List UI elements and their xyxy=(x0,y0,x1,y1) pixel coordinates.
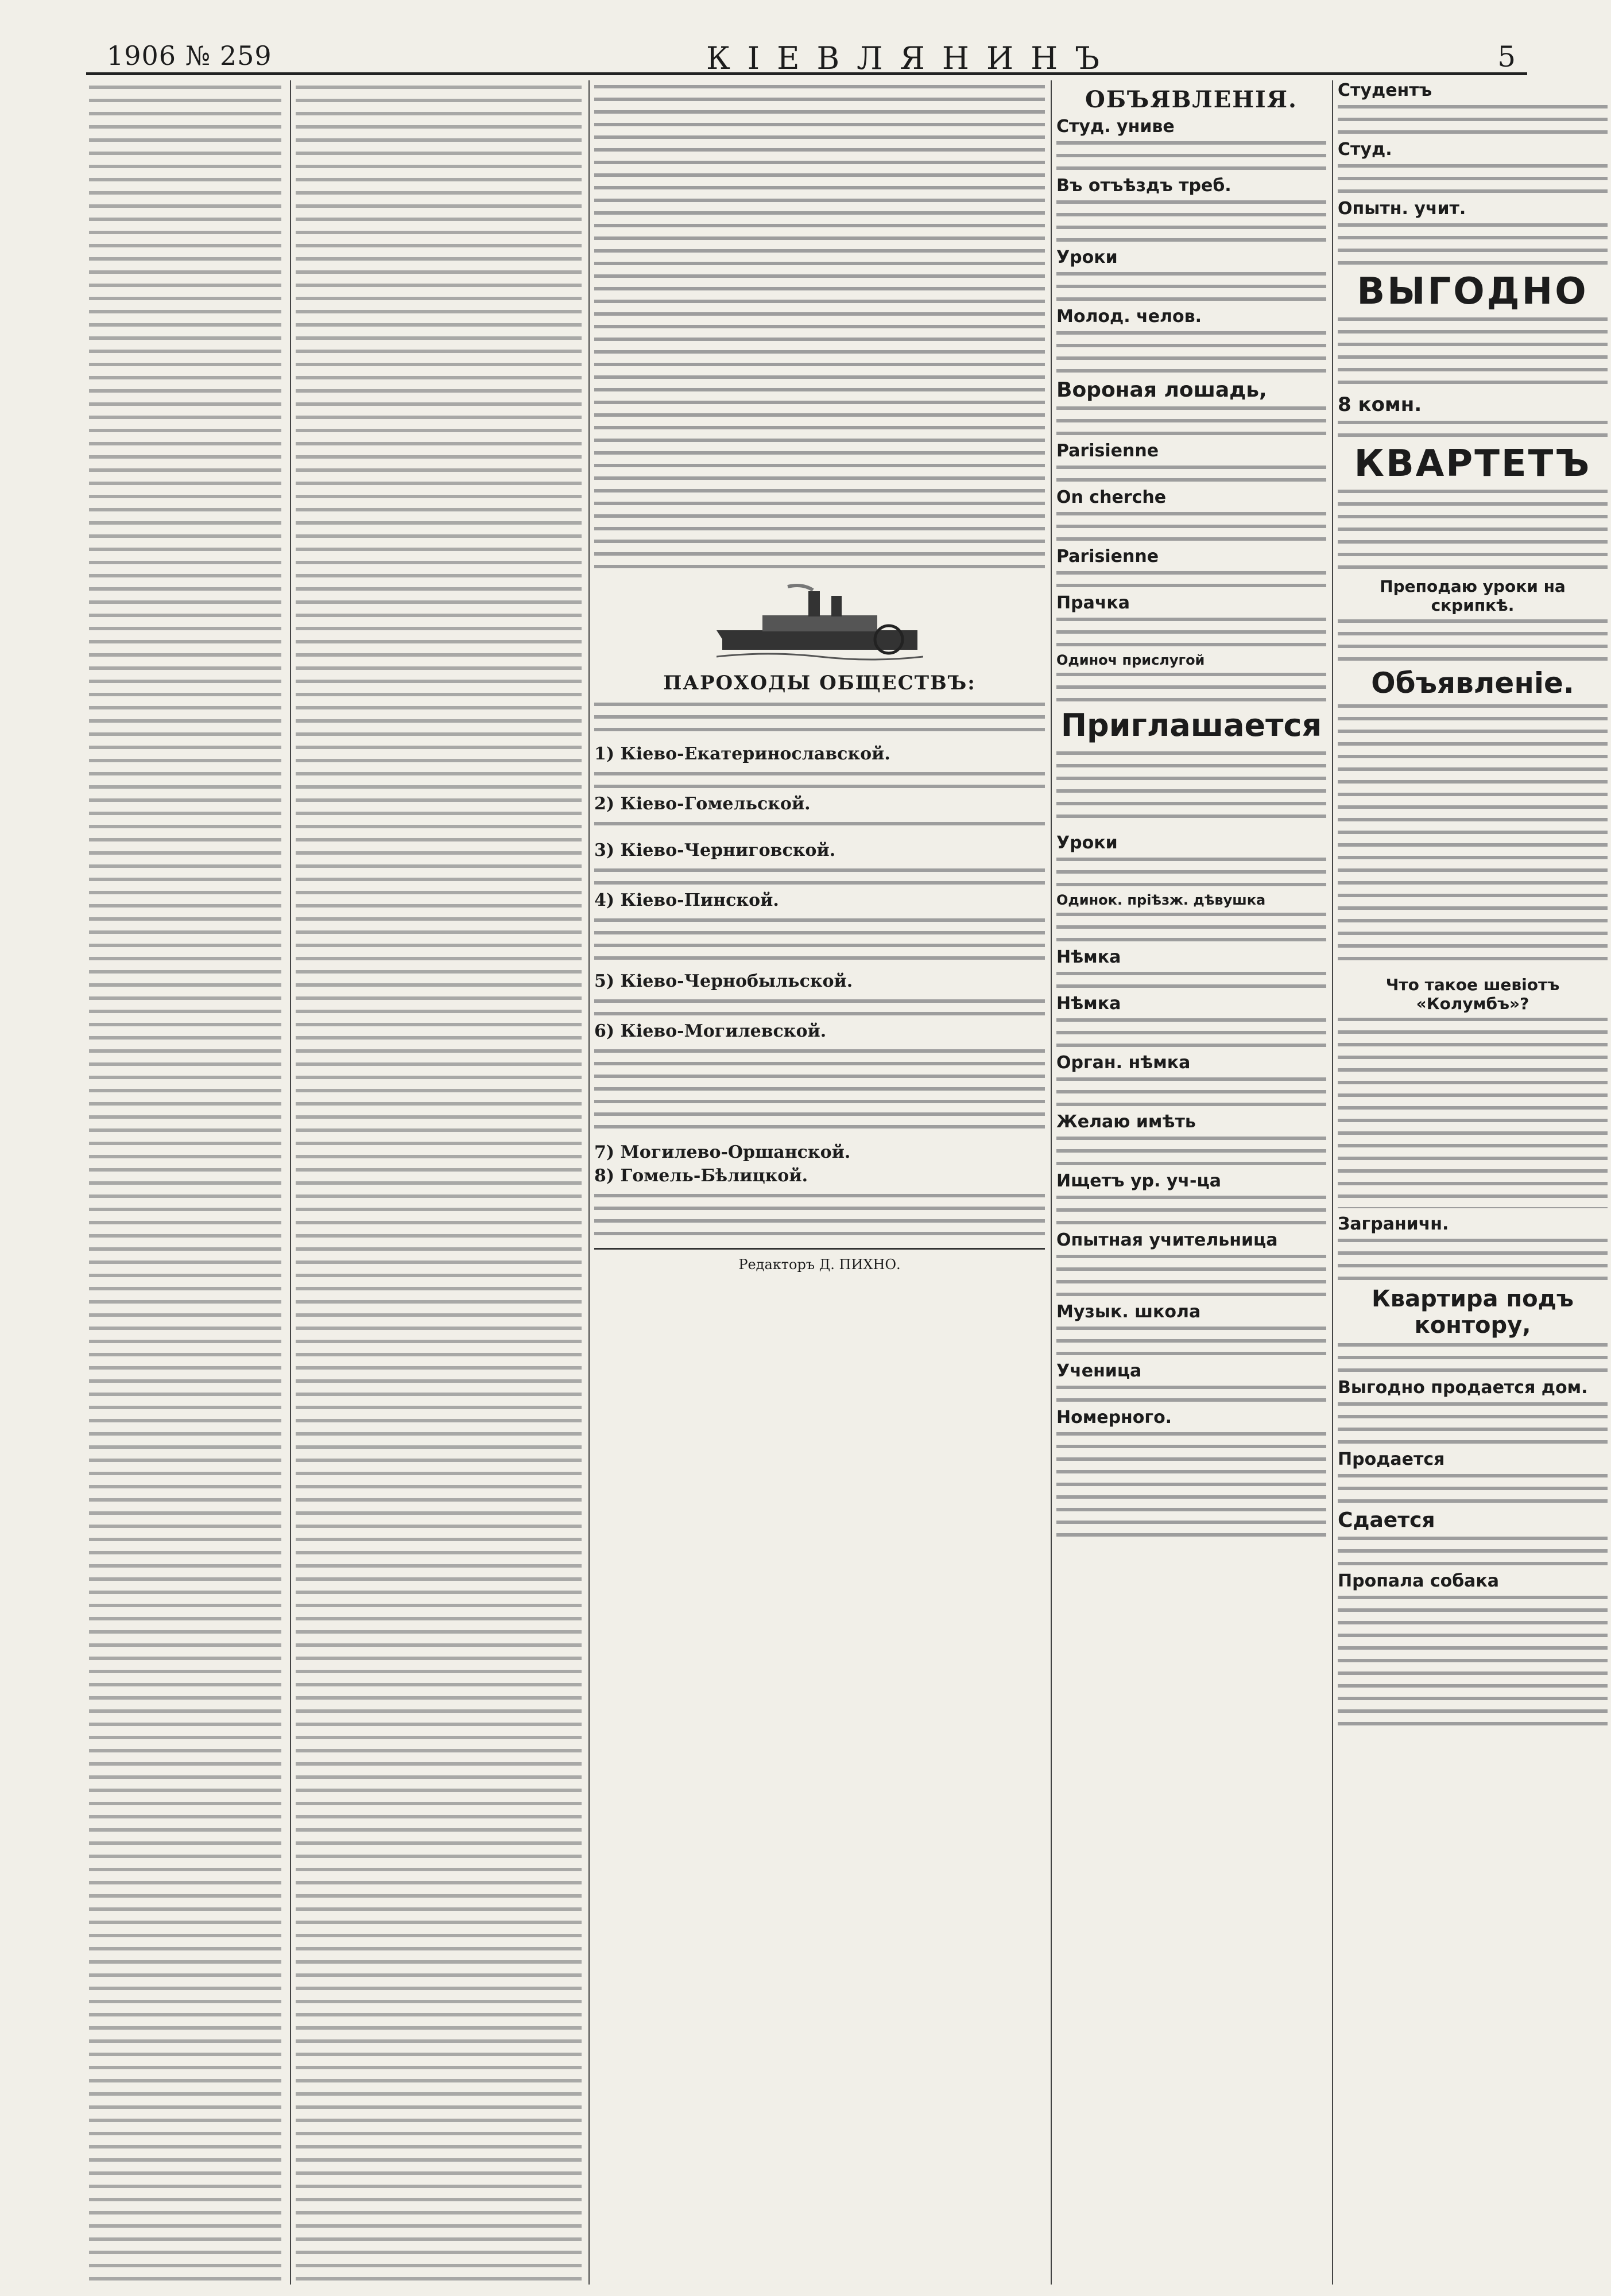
ad-title: Нѣмка xyxy=(1056,994,1121,1014)
ad-text xyxy=(1056,1132,1326,1165)
ad-title: Желаю имѣть xyxy=(1056,1112,1196,1132)
ad-text xyxy=(1338,1013,1608,1208)
newspaper-title: КІЕВЛЯНИНЪ xyxy=(706,40,1117,76)
ad-title: Parisienne xyxy=(1056,546,1159,567)
steamer-schedule xyxy=(594,767,1045,788)
ad-text xyxy=(1056,1428,1326,1542)
ad-text xyxy=(1056,567,1326,587)
steamer-line: 6) Кіево-Могилевской. xyxy=(594,1021,827,1041)
ad-text xyxy=(1056,461,1326,482)
ad-text xyxy=(1056,507,1326,541)
news-column-1 xyxy=(89,80,281,2287)
ad-text xyxy=(1056,1073,1326,1106)
ad-title: Что такое шевіотъ «Колумбъ»? xyxy=(1385,975,1560,1013)
article-text xyxy=(296,80,582,2287)
ad-title: Сдается xyxy=(1338,1508,1435,1532)
steamer-line: 3) Кіево-Черниговской. xyxy=(594,840,836,860)
steamship-icon xyxy=(717,580,923,666)
ad-title: Заграничн. xyxy=(1338,1214,1449,1234)
ad-text xyxy=(1338,485,1608,571)
news-column-2 xyxy=(296,80,582,2287)
ad-text xyxy=(1338,700,1608,969)
ad-text xyxy=(1056,327,1326,373)
steamer-schedule xyxy=(594,914,1045,965)
ad-text xyxy=(1056,668,1326,701)
ad-title: Вороная лошадь, xyxy=(1056,378,1267,402)
steamer-line: 2) Кіево-Гомельской. xyxy=(594,794,811,814)
ad-title: Уроки xyxy=(1056,247,1118,267)
ad-title: On cherche xyxy=(1056,487,1167,507)
ad-title: Выгодно продается дом. xyxy=(1338,1378,1588,1398)
ad-text xyxy=(1338,219,1608,265)
article-text xyxy=(594,80,1045,574)
ad-text xyxy=(1338,1591,1608,1729)
column-rule xyxy=(290,80,291,2285)
ad-title: Молод. челов. xyxy=(1056,307,1202,327)
news-column-3 xyxy=(594,80,1045,2287)
ad-text xyxy=(1056,267,1326,301)
ad-text xyxy=(1056,613,1326,646)
steamer-line: 1) Кіево-Екатеринославской. xyxy=(594,744,890,764)
ad-text xyxy=(1338,615,1608,661)
ad-text xyxy=(1056,137,1326,170)
steamer-line: 7) Могилево-Оршанской. xyxy=(594,1142,851,1162)
ad-text xyxy=(1056,1014,1326,1047)
editor-line: Редакторъ Д. ПИХНО. xyxy=(738,1256,901,1273)
ad-title: Ученица xyxy=(1056,1361,1142,1381)
ad-title-large: Квартира подъ контору, xyxy=(1372,1286,1574,1339)
ad-title: Уроки xyxy=(1056,833,1118,853)
ad-text xyxy=(1338,1398,1608,1444)
steamer-line: 8) Гомель-Бѣлицкой. xyxy=(594,1166,808,1186)
ad-title: Студ. униве xyxy=(1056,117,1175,137)
steamer-line: 4) Кіево-Пинской. xyxy=(594,890,779,910)
ad-title: Студентъ xyxy=(1338,80,1432,100)
ad-text xyxy=(1056,1191,1326,1224)
ad-text xyxy=(1056,967,1326,988)
divider xyxy=(594,1248,1045,1250)
ad-title: Опытн. учит. xyxy=(1338,199,1466,219)
ad-title-large: КВАРТЕТЪ xyxy=(1354,443,1591,485)
issue-date: 1906 № 259 xyxy=(107,40,272,71)
steamer-schedule xyxy=(594,864,1045,885)
masthead xyxy=(86,38,1527,75)
steamers-heading: ПАРОХОДЫ ОБЩЕСТВЪ: xyxy=(663,672,976,695)
steamer-schedule xyxy=(594,1045,1045,1137)
ad-text xyxy=(1338,100,1608,134)
ad-text xyxy=(1056,1381,1326,1402)
ad-title: Прачка xyxy=(1056,593,1130,613)
column-rule xyxy=(1051,80,1052,2285)
ad-text xyxy=(1338,416,1608,437)
steamer-line: 5) Кіево-Чернобыльской. xyxy=(594,971,853,991)
ad-title-large: Приглашается xyxy=(1060,707,1322,743)
steamers-intro xyxy=(594,698,1045,738)
ad-title: Преподаю уроки на скрипкѣ. xyxy=(1380,577,1566,615)
ad-title-large: Объявленіе. xyxy=(1371,666,1574,700)
ad-title: 8 комн. xyxy=(1338,393,1422,416)
ad-title: Ищетъ ур. уч-ца xyxy=(1056,1171,1221,1191)
page-number: 5 xyxy=(1497,40,1516,73)
ads-heading: ОБЪЯВЛЕНІЯ. xyxy=(1085,86,1298,113)
ad-text xyxy=(1338,1339,1608,1372)
ad-text xyxy=(1056,1250,1326,1296)
ad-text xyxy=(1056,853,1326,886)
ad-title: Пропала собака xyxy=(1338,1571,1500,1591)
ad-title: Въ отъѣздъ треб. xyxy=(1056,176,1232,196)
ad-title: Продается xyxy=(1338,1449,1445,1469)
ad-text xyxy=(1338,160,1608,193)
ad-text xyxy=(1056,1322,1326,1355)
ad-text xyxy=(1338,313,1608,387)
column-rule xyxy=(1332,80,1333,2285)
ad-title: Музык. школа xyxy=(1056,1302,1201,1322)
ad-text xyxy=(1056,402,1326,435)
ad-title: Орган. нѣмка xyxy=(1056,1053,1191,1073)
ad-text xyxy=(1338,1532,1608,1565)
ad-text xyxy=(1056,747,1326,827)
steamer-schedule xyxy=(594,817,1045,835)
ads-column-b xyxy=(1338,80,1608,2287)
steamer-schedule xyxy=(594,1189,1045,1241)
ad-title: Одиноч прислугой xyxy=(1056,652,1205,668)
article-text xyxy=(89,80,281,2287)
ad-title: Студ. xyxy=(1338,139,1392,160)
column-rule xyxy=(588,80,590,2285)
ad-title: Parisienne xyxy=(1056,441,1159,461)
ad-text xyxy=(1338,1234,1608,1280)
ad-title-large: ВЫГОДНО xyxy=(1357,270,1589,313)
steamer-schedule xyxy=(594,995,1045,1015)
ads-column-a xyxy=(1056,80,1326,2287)
ad-title: Одинок. пріѣзж. дѣвушка xyxy=(1056,892,1266,908)
ad-title: Нѣмка xyxy=(1056,947,1121,967)
ad-title: Номерного. xyxy=(1056,1407,1172,1428)
ad-text xyxy=(1056,908,1326,941)
ad-title: Опытная учительница xyxy=(1056,1230,1278,1250)
ad-text xyxy=(1338,1469,1608,1503)
ad-text xyxy=(1056,196,1326,242)
